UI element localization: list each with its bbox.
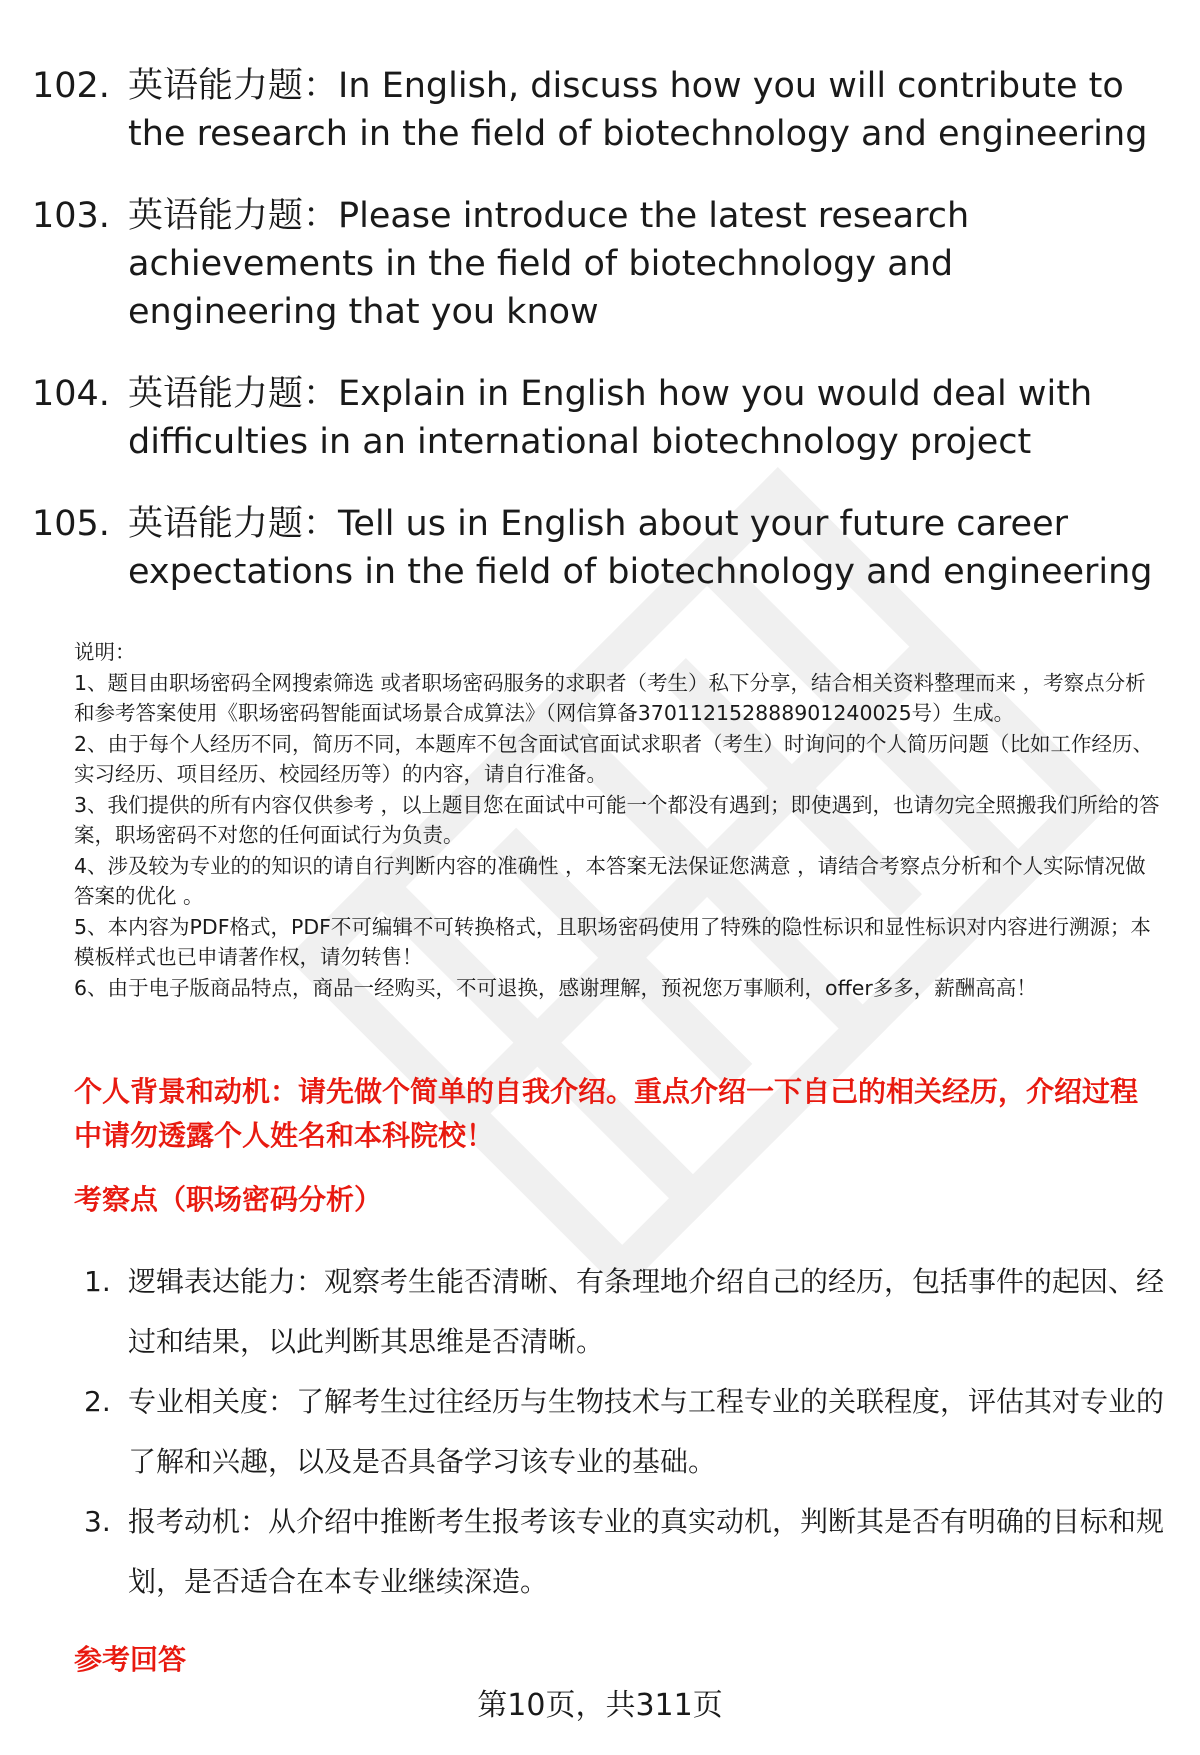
analysis-number: 2. <box>84 1385 111 1418</box>
notes-title: 说明： <box>74 640 136 664</box>
analysis-item <box>84 1252 1164 1372</box>
reference-answer-title: 参考回答 <box>74 1643 187 1676</box>
page-number: 第10页，共311页 <box>477 1688 723 1723</box>
question-item <box>32 192 1172 336</box>
question-text: 英语能力题：Explain in English how you would deal with difficulties in an international biotechnology project <box>128 374 1093 462</box>
note-item: 2、由于每个人经历不同，简历不同，本题库不包含面试官面试求职者（考生）时询问的个人简历问题（比如工作经历、实习经历、项目经历、校园经历等）的内容，请自行准备。 <box>74 731 1154 786</box>
question-number: 105. <box>32 504 110 544</box>
question-text: 英语能力题：Tell us in English about your future career expectations in the field of biotechnology and engineering <box>128 504 1153 592</box>
analysis-text: 专业相关度：了解考生过往经历与生物技术与工程专业的关联程度，评估其对专业的了解和兴趣，以及是否具备学习该专业的基础。 <box>128 1385 1165 1478</box>
note-item: 4、涉及较为专业的的知识的请自行判断内容的准确性 ，本答案无法保证您满意 ，请结合考察点分析和个人实际情况做答案的优化 。 <box>74 853 1146 908</box>
analysis-number: 1. <box>84 1265 111 1298</box>
analysis-number: 3. <box>84 1505 111 1538</box>
analysis-title: 考察点（职场密码分析） <box>74 1183 383 1216</box>
analysis-item <box>84 1372 1164 1492</box>
note-item: 5、本内容为PDF格式，PDF不可编辑不可转换格式，且职场密码使用了特殊的隐性标识和显性标识对内容进行溯源；本模板样式也已申请著作权，请勿转售！ <box>74 914 1151 969</box>
question-item <box>32 370 1172 466</box>
question-item <box>32 500 1172 596</box>
question-text: 英语能力题：In English, discuss how you will contribute to the research in the field of biotechnology and engineering <box>128 66 1148 154</box>
section-heading: 个人背景和动机：请先做个简单的自我介绍。重点介绍一下自己的相关经历，介绍过程中请勿透露个人姓名和本科院校！ <box>74 1075 1139 1152</box>
analysis-text: 报考动机：从介绍中推断考生报考该专业的真实动机，判断其是否有明确的目标和规划，是否适合在本专业继续深造。 <box>128 1505 1165 1598</box>
note-item: 1、题目由职场密码全网搜索筛选 或者职场密码服务的求职者（考生）私下分享，结合相关资料整理而来 ，考察点分析和参考答案使用《职场密码智能面试场景合成算法》（网信算备370112152888901240025号）生成。 <box>74 670 1146 725</box>
question-number: 104. <box>32 374 110 414</box>
question-text: 英语能力题：Please introduce the latest research achievements in the field of biotechnology and engineering that you know <box>128 196 970 332</box>
analysis-item <box>84 1492 1164 1612</box>
analysis-text: 逻辑表达能力：观察考生能否清晰、有条理地介绍自己的经历，包括事件的起因、经过和结果，以此判断其思维是否清晰。 <box>128 1265 1165 1358</box>
note-item: 3、我们提供的所有内容仅供参考 ，以上题目您在面试中可能一个都没有遇到；即使遇到，也请勿完全照搬我们所给的答案，职场密码不对您的任何面试行为负责。 <box>74 792 1160 847</box>
note-item: 6、由于电子版商品特点，商品一经购买，不可退换，感谢理解，预祝您万事顺利，offer多多，薪酬高高！ <box>74 975 1037 1000</box>
question-number: 103. <box>32 196 110 236</box>
question-number: 102. <box>32 66 110 106</box>
question-list <box>32 62 1172 630</box>
notes-block <box>74 637 1164 1003</box>
question-item <box>32 62 1172 158</box>
analysis-list <box>84 1252 1164 1612</box>
